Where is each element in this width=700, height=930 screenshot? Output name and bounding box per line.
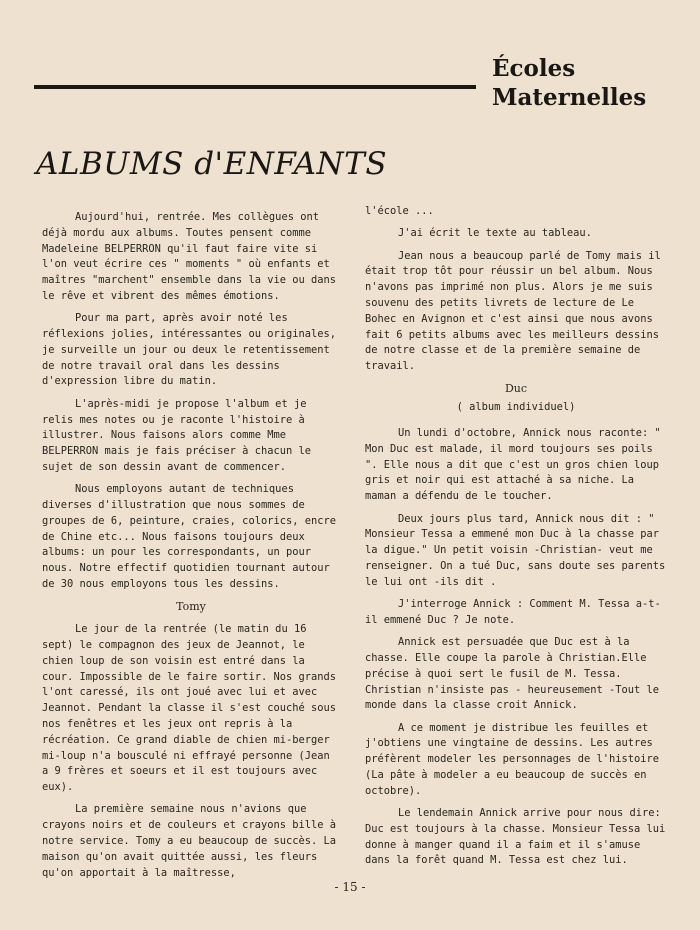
page-number: - 15 - [334, 880, 366, 894]
paragraph: Le lendemain Annick arrive pour nous dire: Duc est toujours à la chasse. Monsieur Tessa lui donne à manger quand il a faim et il s'amuse dans la forêt quand M. Tessa est chez lui. [365, 807, 666, 867]
header-rule [34, 85, 476, 89]
paragraph: Nous employons autant de techniques diverses d'illustration que nous sommes de groupes de 6, peinture, craies, colorics, encre de Chine etc... Nous faisons toujours deux albums: un pour les correspondants, un pour nous. Notre effectif quotidien tournant autour de 30 nous employons tous les dessins. [42, 483, 337, 591]
article-title: ALBUMS d'ENFANTS [36, 146, 388, 182]
paragraph: Jean nous a beaucoup parlé de Tomy mais il était trop tôt pour réussir un bel album. Nous n'avons pas imprimé non plus. Alors je me suis souvenu des petits livrets de lecture de Le Bohec en Avignon et c'est ainsi que nous avons fait 6 petits albums avec les meilleurs dessins de notre classe et de la première semaine de travail. [365, 249, 661, 373]
paragraph: L'après-midi je propose l'album et je relis mes notes ou je raconte l'histoire à illustrer. Nous faisons alors comme Mme BELPERRON mais je fais préciser à chacun le sujet de son dessin avant de commencer. [42, 397, 311, 473]
paragraph: Pour ma part, après avoir noté les réflexions jolies, intéressantes ou originales, je surveille un jour ou deux le retentissement de notre travail oral dans les dessins d'expression libre du matin. [42, 312, 337, 388]
section-title-line1: Écoles [492, 55, 576, 82]
paragraph: l'école ... [365, 205, 434, 217]
section-heading-tomy: Tomy [176, 600, 206, 614]
section-subheading: ( album individuel) [456, 401, 576, 414]
paragraph: Annick est persuadée que Duc est à la chasse. Elle coupe la parole à Christian.Elle précise à quoi sert le fusil de M. Tessa. Christian n'insiste pas - heureusement -Tout le monde dans la classe croit Annick. [365, 636, 660, 712]
paragraph: J'ai écrit le texte au tableau. [398, 227, 592, 240]
section-title-line2: Maternelles [492, 84, 647, 111]
paragraph: La première semaine nous n'avions que crayons noirs et de couleurs et crayons bille à notre service. Tomy a eu beaucoup de succès. La maison qu'on avait quittée aussi, les fleurs qu'on apportait à la maîtresse, [42, 803, 337, 879]
paragraph: Le jour de la rentrée (le matin du 16 sept) le compagnon des jeux de Jeannot, le chien loup de son voisin est entré dans la cour. Impossible de le faire sortir. Nos grands l'ont caressé, ils ont joué avec lui et avec Jeannot. Pendant la classe il s'est couché sous nos fenêtres et les jeux ont repris à la récréation. Ce grand diable de chien mi-berger mi-loup n'a bousculé ni effrayé personne (Jean a 9 frères et soeurs et il est toujours avec eux). [42, 623, 337, 794]
section-title [492, 54, 692, 112]
section-heading-duc: Duc [504, 382, 528, 396]
paragraph: J'interroge Annick : Comment M. Tessa a-t-il emmené Duc ? Je note. [365, 598, 661, 626]
paragraph: A ce moment je distribue les feuilles et j'obtiens une vingtaine de dessins. Les autres préfèrent modeler les personnages de l'histoire (La pâte à modeler a eu beaucoup de succès en octobre). [365, 721, 660, 797]
paragraph: Un lundi d'octobre, Annick nous raconte: " Mon Duc est malade, il mord toujours ses poils ". Elle nous a dit que c'est un gros chien loup gris et noir qui est attaché à sa niche. La maman a défendu de le toucher. [365, 427, 661, 503]
paragraph: Deux jours plus tard, Annick nous dit : " Monsieur Tessa a emmené mon Duc à la chasse par la digue." Un petit voisin -Christian- veut me renseigner. On a tué Duc, sans doute ses parents le lui ont -ils dit . [365, 512, 666, 588]
right-column [365, 204, 667, 876]
paragraph: Aujourd'hui, rentrée. Mes collègues ont déjà mordu aux albums. Toutes pensent comme Madeleine BELPERRON qu'il faut faire vite si l'on veut écrire ces " moments " où enfants et maîtres "marchent" ensemble dans la vie ou dans le rêve et vibrent des mêmes émotions. [42, 211, 337, 302]
left-column [42, 210, 340, 888]
